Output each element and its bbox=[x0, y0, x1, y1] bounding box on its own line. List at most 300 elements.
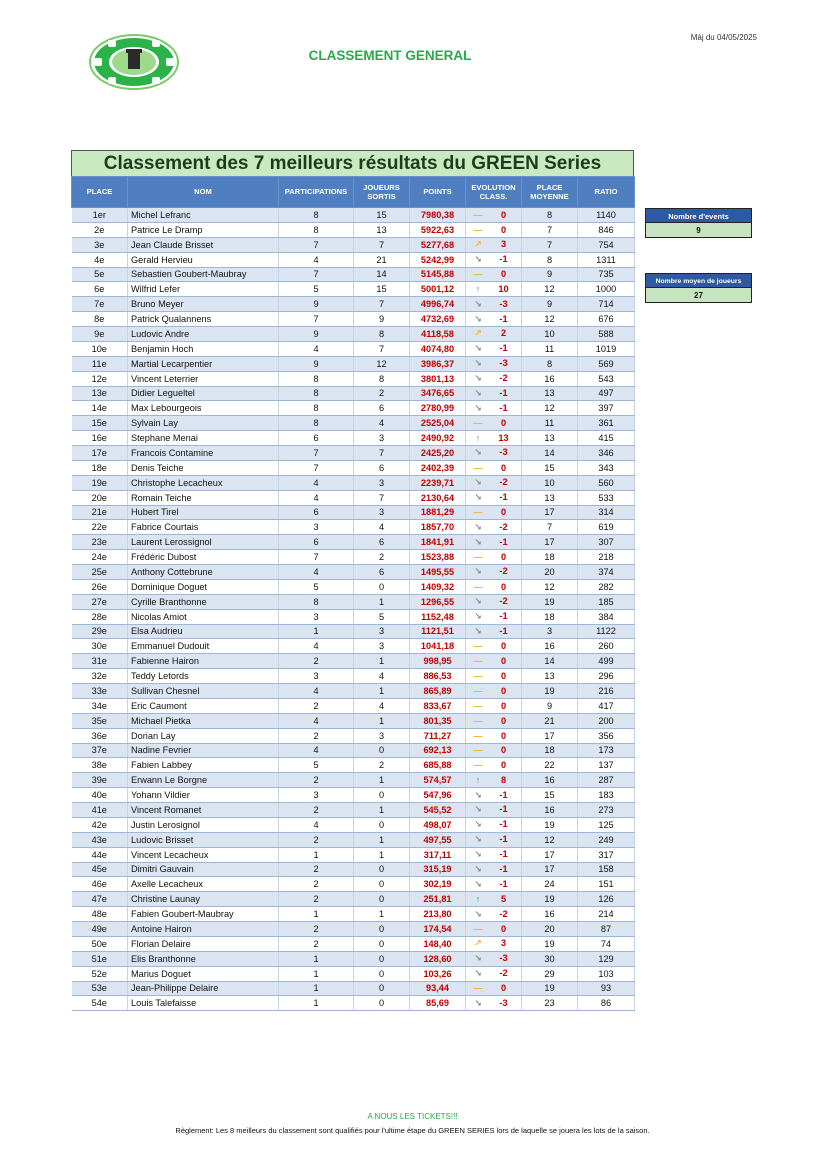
cell-players-out: 0 bbox=[354, 579, 410, 594]
cell-place: 45e bbox=[72, 862, 128, 877]
cell-evolution bbox=[466, 803, 522, 818]
cell-participations: 2 bbox=[279, 862, 354, 877]
cell-evolution bbox=[466, 416, 522, 431]
table-row bbox=[72, 594, 635, 609]
cell-points: 7980,38 bbox=[410, 208, 466, 223]
cell-players-out: 1 bbox=[354, 832, 410, 847]
arrow-down-right-icon: ↘ bbox=[474, 536, 482, 547]
cell-points: 1857,70 bbox=[410, 520, 466, 535]
arrow-down-right-icon: ↘ bbox=[474, 953, 482, 964]
evolution-value: -3 bbox=[499, 997, 508, 1008]
cell-players-out: 5 bbox=[354, 609, 410, 624]
arrow-down-right-icon: ↘ bbox=[474, 819, 482, 830]
table-row bbox=[72, 565, 635, 580]
cell-place: 49e bbox=[72, 922, 128, 937]
flat-dash-icon: — bbox=[473, 462, 483, 473]
cell-place: 31e bbox=[72, 654, 128, 669]
cell-points: 5277,68 bbox=[410, 237, 466, 252]
table-body bbox=[72, 208, 635, 1011]
cell-ratio: 543 bbox=[578, 371, 635, 386]
flat-dash-icon: — bbox=[473, 730, 483, 741]
cell-players-out: 3 bbox=[354, 475, 410, 490]
cell-ratio: 497 bbox=[578, 386, 635, 401]
cell-avg-place: 18 bbox=[522, 743, 578, 758]
cell-participations: 1 bbox=[279, 981, 354, 996]
evolution-value: -1 bbox=[499, 492, 508, 503]
cell-players-out: 3 bbox=[354, 624, 410, 639]
cell-name: Louis Talefaisse bbox=[128, 996, 279, 1011]
cell-points: 711,27 bbox=[410, 728, 466, 743]
flat-dash-icon: — bbox=[473, 507, 483, 518]
evolution-value: 0 bbox=[500, 983, 507, 994]
evolution-value: -1 bbox=[499, 313, 508, 324]
cell-players-out: 0 bbox=[354, 996, 410, 1011]
evolution-value: -1 bbox=[499, 789, 508, 800]
cell-players-out: 1 bbox=[354, 803, 410, 818]
cell-avg-place: 13 bbox=[522, 490, 578, 505]
table-row bbox=[72, 654, 635, 669]
table-row bbox=[72, 252, 635, 267]
evolution-value: -3 bbox=[499, 953, 508, 964]
cell-avg-place: 19 bbox=[522, 817, 578, 832]
arrow-down-right-icon: ↘ bbox=[474, 343, 482, 354]
arrow-down-right-icon: ↘ bbox=[474, 908, 482, 919]
cell-name: Florian Delaire bbox=[128, 936, 279, 951]
cell-avg-place: 16 bbox=[522, 371, 578, 386]
cell-points: 1523,88 bbox=[410, 550, 466, 565]
cell-avg-place: 14 bbox=[522, 446, 578, 461]
cell-avg-place: 14 bbox=[522, 654, 578, 669]
cell-players-out: 1 bbox=[354, 713, 410, 728]
cell-evolution bbox=[466, 951, 522, 966]
cell-evolution bbox=[466, 966, 522, 981]
cell-ratio: 676 bbox=[578, 312, 635, 327]
flat-dash-icon: — bbox=[473, 685, 483, 696]
table-row bbox=[72, 981, 635, 996]
cell-ratio: 287 bbox=[578, 773, 635, 788]
cell-avg-place: 16 bbox=[522, 907, 578, 922]
flat-dash-icon: — bbox=[473, 209, 483, 220]
cell-name: Frédéric Dubost bbox=[128, 550, 279, 565]
table-row bbox=[72, 892, 635, 907]
cell-participations: 4 bbox=[279, 252, 354, 267]
cell-evolution bbox=[466, 520, 522, 535]
cell-avg-place: 10 bbox=[522, 327, 578, 342]
evolution-value: 0 bbox=[500, 418, 507, 429]
evolution-value: -1 bbox=[499, 819, 508, 830]
evolution-value: -1 bbox=[499, 849, 508, 860]
flat-dash-icon: — bbox=[473, 418, 483, 429]
cell-ratio: 317 bbox=[578, 847, 635, 862]
cell-avg-place: 11 bbox=[522, 341, 578, 356]
cell-place: 6e bbox=[72, 282, 128, 297]
arrow-down-right-icon: ↘ bbox=[474, 521, 482, 532]
cell-place: 43e bbox=[72, 832, 128, 847]
arrow-down-right-icon: ↘ bbox=[474, 447, 482, 458]
cell-players-out: 1 bbox=[354, 594, 410, 609]
evolution-value: 13 bbox=[498, 433, 509, 444]
cell-ratio: 1140 bbox=[578, 208, 635, 223]
cell-players-out: 0 bbox=[354, 922, 410, 937]
cell-place: 29e bbox=[72, 624, 128, 639]
flat-dash-icon: — bbox=[473, 700, 483, 711]
cell-avg-place: 19 bbox=[522, 936, 578, 951]
cell-evolution bbox=[466, 817, 522, 832]
cell-ratio: 307 bbox=[578, 535, 635, 550]
cell-place: 8e bbox=[72, 312, 128, 327]
cell-name: Justin Lerosignol bbox=[128, 817, 279, 832]
cell-name: Hubert Tirel bbox=[128, 505, 279, 520]
cell-avg-place: 18 bbox=[522, 550, 578, 565]
cell-points: 2425,20 bbox=[410, 446, 466, 461]
cell-evolution bbox=[466, 922, 522, 937]
column-header: PARTICIPATIONS bbox=[279, 177, 354, 208]
cell-evolution bbox=[466, 208, 522, 223]
evolution-value: -1 bbox=[499, 863, 508, 874]
cell-players-out: 6 bbox=[354, 565, 410, 580]
cell-points: 302,19 bbox=[410, 877, 466, 892]
cell-participations: 2 bbox=[279, 654, 354, 669]
cell-participations: 1 bbox=[279, 966, 354, 981]
table-row bbox=[72, 951, 635, 966]
cell-avg-place: 19 bbox=[522, 684, 578, 699]
cell-players-out: 0 bbox=[354, 877, 410, 892]
arrow-down-right-icon: ↘ bbox=[474, 373, 482, 384]
cell-ratio: 137 bbox=[578, 758, 635, 773]
cell-evolution bbox=[466, 327, 522, 342]
cell-ratio: 374 bbox=[578, 565, 635, 580]
evolution-value: 0 bbox=[500, 224, 507, 235]
cell-name: Martial Lecarpentier bbox=[128, 356, 279, 371]
cell-players-out: 15 bbox=[354, 282, 410, 297]
cell-ratio: 343 bbox=[578, 460, 635, 475]
cell-avg-place: 9 bbox=[522, 698, 578, 713]
cell-name: Vincent Romanet bbox=[128, 803, 279, 818]
cell-name: Erwann Le Borgne bbox=[128, 773, 279, 788]
evolution-value: 0 bbox=[500, 656, 507, 667]
cell-name: Max Lebourgeois bbox=[128, 401, 279, 416]
cell-participations: 9 bbox=[279, 297, 354, 312]
cell-points: 1121,51 bbox=[410, 624, 466, 639]
evolution-value: 0 bbox=[500, 700, 507, 711]
cell-name: Sullivan Chesnel bbox=[128, 684, 279, 699]
cell-name: Yohann Vildier bbox=[128, 788, 279, 803]
cell-participations: 8 bbox=[279, 208, 354, 223]
cell-evolution bbox=[466, 431, 522, 446]
cell-ratio: 282 bbox=[578, 579, 635, 594]
cell-name: Michel Lefranc bbox=[128, 208, 279, 223]
table-row bbox=[72, 416, 635, 431]
cell-place: 16e bbox=[72, 431, 128, 446]
flat-dash-icon: — bbox=[473, 760, 483, 771]
cell-points: 547,96 bbox=[410, 788, 466, 803]
cell-participations: 5 bbox=[279, 579, 354, 594]
cell-points: 128,60 bbox=[410, 951, 466, 966]
evolution-value: -2 bbox=[499, 373, 508, 384]
cell-participations: 2 bbox=[279, 892, 354, 907]
cell-participations: 2 bbox=[279, 698, 354, 713]
cell-place: 25e bbox=[72, 565, 128, 580]
cell-avg-place: 17 bbox=[522, 535, 578, 550]
table-row bbox=[72, 684, 635, 699]
cell-evolution bbox=[466, 698, 522, 713]
cell-avg-place: 8 bbox=[522, 208, 578, 223]
cell-place: 4e bbox=[72, 252, 128, 267]
arrow-down-right-icon: ↘ bbox=[474, 298, 482, 309]
cell-players-out: 13 bbox=[354, 222, 410, 237]
cell-participations: 2 bbox=[279, 773, 354, 788]
cell-players-out: 7 bbox=[354, 237, 410, 252]
arrow-up-right-icon: ↗ bbox=[474, 328, 482, 339]
cell-players-out: 15 bbox=[354, 208, 410, 223]
cell-evolution bbox=[466, 356, 522, 371]
cell-participations: 3 bbox=[279, 609, 354, 624]
cell-avg-place: 17 bbox=[522, 862, 578, 877]
cell-points: 574,57 bbox=[410, 773, 466, 788]
evolution-value: 10 bbox=[498, 284, 509, 295]
table-row bbox=[72, 446, 635, 461]
evolution-value: 5 bbox=[500, 894, 507, 905]
cell-avg-place: 12 bbox=[522, 312, 578, 327]
cell-place: 27e bbox=[72, 594, 128, 609]
cell-name: Wilfrid Lefer bbox=[128, 282, 279, 297]
cell-evolution bbox=[466, 936, 522, 951]
flat-dash-icon: — bbox=[473, 269, 483, 280]
cell-ratio: 754 bbox=[578, 237, 635, 252]
cell-place: 40e bbox=[72, 788, 128, 803]
cell-evolution bbox=[466, 341, 522, 356]
cell-points: 497,55 bbox=[410, 832, 466, 847]
evolution-value: 0 bbox=[500, 715, 507, 726]
cell-points: 1841,91 bbox=[410, 535, 466, 550]
table-row bbox=[72, 624, 635, 639]
cell-avg-place: 17 bbox=[522, 728, 578, 743]
evolution-value: -1 bbox=[499, 834, 508, 845]
cell-points: 4732,69 bbox=[410, 312, 466, 327]
arrow-down-right-icon: ↘ bbox=[474, 997, 482, 1008]
avg-players-box bbox=[645, 273, 752, 303]
cell-ratio: 356 bbox=[578, 728, 635, 743]
ranking-table-container bbox=[71, 150, 634, 1011]
flat-dash-icon: — bbox=[473, 983, 483, 994]
cell-evolution bbox=[466, 446, 522, 461]
cell-place: 34e bbox=[72, 698, 128, 713]
table-row bbox=[72, 669, 635, 684]
cell-place: 42e bbox=[72, 817, 128, 832]
cell-place: 14e bbox=[72, 401, 128, 416]
cell-name: Gerald Hervieu bbox=[128, 252, 279, 267]
cell-players-out: 8 bbox=[354, 371, 410, 386]
cell-avg-place: 20 bbox=[522, 922, 578, 937]
cell-evolution bbox=[466, 579, 522, 594]
cell-evolution bbox=[466, 371, 522, 386]
cell-evolution bbox=[466, 684, 522, 699]
cell-points: 174,54 bbox=[410, 922, 466, 937]
cell-name: Teddy Letords bbox=[128, 669, 279, 684]
cell-players-out: 0 bbox=[354, 817, 410, 832]
cell-place: 2e bbox=[72, 222, 128, 237]
table-row bbox=[72, 728, 635, 743]
cell-points: 1881,29 bbox=[410, 505, 466, 520]
cell-ratio: 588 bbox=[578, 327, 635, 342]
table-row bbox=[72, 327, 635, 342]
cell-evolution bbox=[466, 282, 522, 297]
cell-name: Cyrille Branthonne bbox=[128, 594, 279, 609]
cell-place: 28e bbox=[72, 609, 128, 624]
cell-place: 50e bbox=[72, 936, 128, 951]
cell-name: Christine Launay bbox=[128, 892, 279, 907]
cell-evolution bbox=[466, 312, 522, 327]
table-title: Classement des 7 meilleurs résultats du GREEN Series bbox=[71, 150, 634, 176]
cell-evolution bbox=[466, 297, 522, 312]
cell-name: Nicolas Amiot bbox=[128, 609, 279, 624]
cell-ratio: 384 bbox=[578, 609, 635, 624]
cell-participations: 8 bbox=[279, 594, 354, 609]
arrow-down-right-icon: ↘ bbox=[474, 611, 482, 622]
cell-ratio: 158 bbox=[578, 862, 635, 877]
arrow-down-right-icon: ↘ bbox=[474, 313, 482, 324]
cell-participations: 4 bbox=[279, 490, 354, 505]
cell-ratio: 183 bbox=[578, 788, 635, 803]
cell-players-out: 0 bbox=[354, 936, 410, 951]
events-count-value: 9 bbox=[645, 223, 752, 238]
table-row bbox=[72, 312, 635, 327]
cell-participations: 4 bbox=[279, 743, 354, 758]
cell-ratio: 129 bbox=[578, 951, 635, 966]
cell-participations: 6 bbox=[279, 535, 354, 550]
cell-ratio: 735 bbox=[578, 267, 635, 282]
cell-evolution bbox=[466, 237, 522, 252]
events-count-box bbox=[645, 208, 752, 238]
cell-points: 1296,55 bbox=[410, 594, 466, 609]
cell-ratio: 499 bbox=[578, 654, 635, 669]
cell-players-out: 1 bbox=[354, 907, 410, 922]
cell-evolution bbox=[466, 639, 522, 654]
cell-name: Axelle Lecacheux bbox=[128, 877, 279, 892]
column-header: POINTS bbox=[410, 177, 466, 208]
cell-points: 213,80 bbox=[410, 907, 466, 922]
table-row bbox=[72, 817, 635, 832]
flat-dash-icon: — bbox=[473, 656, 483, 667]
cell-place: 54e bbox=[72, 996, 128, 1011]
cell-avg-place: 29 bbox=[522, 966, 578, 981]
cell-points: 4074,80 bbox=[410, 341, 466, 356]
cell-participations: 5 bbox=[279, 282, 354, 297]
arrow-down-right-icon: ↘ bbox=[474, 566, 482, 577]
cell-evolution bbox=[466, 832, 522, 847]
cell-evolution bbox=[466, 505, 522, 520]
cell-points: 3986,37 bbox=[410, 356, 466, 371]
cell-evolution bbox=[466, 981, 522, 996]
cell-players-out: 2 bbox=[354, 386, 410, 401]
cell-place: 36e bbox=[72, 728, 128, 743]
cell-ratio: 126 bbox=[578, 892, 635, 907]
cell-name: Eric Caumont bbox=[128, 698, 279, 713]
evolution-value: -3 bbox=[499, 358, 508, 369]
cell-participations: 7 bbox=[279, 267, 354, 282]
evolution-value: -3 bbox=[499, 298, 508, 309]
cell-name: Francois Contamine bbox=[128, 446, 279, 461]
cell-avg-place: 9 bbox=[522, 297, 578, 312]
cell-points: 3801,13 bbox=[410, 371, 466, 386]
cell-participations: 1 bbox=[279, 847, 354, 862]
cell-avg-place: 3 bbox=[522, 624, 578, 639]
cell-place: 9e bbox=[72, 327, 128, 342]
cell-evolution bbox=[466, 401, 522, 416]
cell-avg-place: 24 bbox=[522, 877, 578, 892]
table-row bbox=[72, 922, 635, 937]
cell-points: 2525,04 bbox=[410, 416, 466, 431]
cell-name: Fabien Labbey bbox=[128, 758, 279, 773]
cell-place: 44e bbox=[72, 847, 128, 862]
cell-evolution bbox=[466, 550, 522, 565]
cell-name: Patrice Le Dramp bbox=[128, 222, 279, 237]
cell-points: 2780,99 bbox=[410, 401, 466, 416]
cell-place: 33e bbox=[72, 684, 128, 699]
cell-points: 865,89 bbox=[410, 684, 466, 699]
cell-participations: 1 bbox=[279, 907, 354, 922]
cell-place: 13e bbox=[72, 386, 128, 401]
cell-ratio: 173 bbox=[578, 743, 635, 758]
cell-points: 5922,63 bbox=[410, 222, 466, 237]
table-row bbox=[72, 341, 635, 356]
cell-points: 93,44 bbox=[410, 981, 466, 996]
cell-avg-place: 19 bbox=[522, 594, 578, 609]
cell-name: Emmanuel Dudouit bbox=[128, 639, 279, 654]
cell-players-out: 2 bbox=[354, 758, 410, 773]
cell-points: 545,52 bbox=[410, 803, 466, 818]
cell-place: 7e bbox=[72, 297, 128, 312]
cell-place: 38e bbox=[72, 758, 128, 773]
cell-name: Denis Teiche bbox=[128, 460, 279, 475]
cell-ratio: 296 bbox=[578, 669, 635, 684]
cell-name: Stephane Menai bbox=[128, 431, 279, 446]
cell-points: 2490,92 bbox=[410, 431, 466, 446]
cell-points: 4118,58 bbox=[410, 327, 466, 342]
cell-participations: 1 bbox=[279, 624, 354, 639]
evolution-value: -1 bbox=[499, 625, 508, 636]
table-row bbox=[72, 401, 635, 416]
evolution-value: 0 bbox=[500, 685, 507, 696]
evolution-value: -2 bbox=[499, 477, 508, 488]
cell-participations: 6 bbox=[279, 505, 354, 520]
cell-avg-place: 23 bbox=[522, 996, 578, 1011]
arrow-down-right-icon: ↘ bbox=[474, 834, 482, 845]
cell-place: 48e bbox=[72, 907, 128, 922]
cell-name: Fabienne Hairon bbox=[128, 654, 279, 669]
cell-players-out: 2 bbox=[354, 550, 410, 565]
cell-name: Dominique Doguet bbox=[128, 579, 279, 594]
cell-points: 2239,71 bbox=[410, 475, 466, 490]
cell-players-out: 6 bbox=[354, 535, 410, 550]
cell-points: 4996,74 bbox=[410, 297, 466, 312]
cell-place: 39e bbox=[72, 773, 128, 788]
table-row bbox=[72, 758, 635, 773]
cell-ratio: 569 bbox=[578, 356, 635, 371]
cell-participations: 4 bbox=[279, 639, 354, 654]
cell-avg-place: 21 bbox=[522, 713, 578, 728]
avg-players-value: 27 bbox=[645, 288, 752, 303]
arrow-down-right-icon: ↘ bbox=[474, 863, 482, 874]
cell-evolution bbox=[466, 222, 522, 237]
cell-participations: 8 bbox=[279, 401, 354, 416]
cell-players-out: 14 bbox=[354, 267, 410, 282]
ranking-table bbox=[71, 176, 635, 1011]
cell-points: 148,40 bbox=[410, 936, 466, 951]
cell-name: Ludovic Brisset bbox=[128, 832, 279, 847]
cell-evolution bbox=[466, 713, 522, 728]
evolution-value: 0 bbox=[500, 641, 507, 652]
